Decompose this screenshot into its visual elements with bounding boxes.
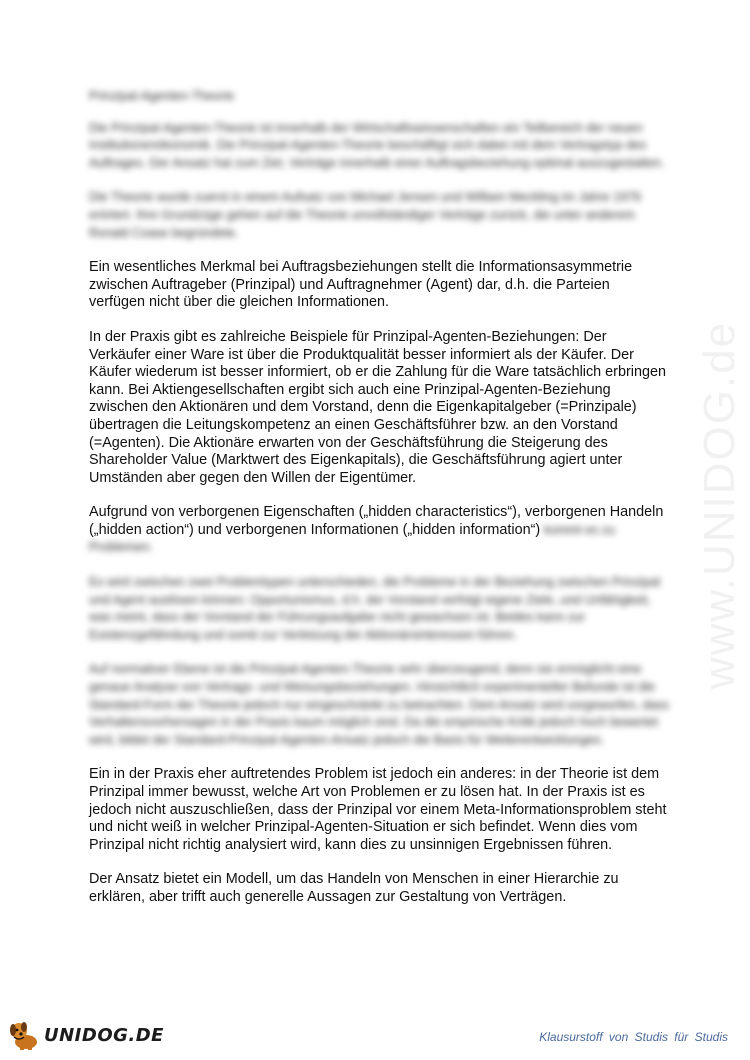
footer-logo bbox=[8, 1016, 164, 1054]
paragraph-5 bbox=[89, 504, 669, 557]
paragraph-4: In der Praxis gibt es zahlreiche Beispiele für Prinzipal-Agenten-Beziehungen: Der Verkäufer einer Ware ist über die Produktqualität besser informiert als der Käufer. Der Käufer wiederum ist besser informiert, ob er die Zahlung für die Ware tatsächlich erbringen kann. Bei Aktiengesellschaften ergibt sich auch eine Prinzipal-Agenten-Beziehung zwischen den Aktionären und dem Vorstand, denn die Eigenkapitalgeber (=Prinzipale) übertragen die Leitungskompetenz an einen Geschäftsführer bzw. an den Vorstand (=Agenten). Die Aktionäre erwarten von der Geschäftsführung die Steigerung des Shareholder Value (Marktwert des Eigenkapitals), die Geschäftsführung agiert unter Umständen aber gegen den Willen der Eigentümer. bbox=[89, 328, 666, 486]
paragraph-5-visible: Aufgrund von verborgenen Eigenschaften („hidden characteristics“), verborgenen Handeln („hidden action“) und verborgenen Informationen („hidden information“) bbox=[89, 504, 664, 538]
watermark bbox=[690, 270, 750, 740]
paragraph-8: Ein in der Praxis eher auftretendes Problem ist jedoch ein anderes: in der Theorie ist dem Prinzipal immer bewusst, welche Art von Problemen er zu lösen hat. In der Praxis ist es jedoch nicht auszuschließen, dass der Prinzipal vor einem Meta-Informationsproblem steht und nicht weiß in welcher Prinzipal-Agenten-Situation er sich befindet. Wenn dies vom Prinzipal nicht richtig analysiert wird, kann dies zu unsinnigen Ergebnissen führen. bbox=[89, 766, 667, 853]
paragraph-5-blurred-tail: kommt es zu Problemen. bbox=[89, 522, 616, 555]
footer-slogan: Klausurstoff von Studis für Studis bbox=[539, 1030, 728, 1044]
paragraph-6-blurred: Es wird zwischen zwei Problemtypen unterschieden, die Probleme in der Beziehung zwischen Prinzipal und Agent auslösen können: Opportunismus, d.h. der Vorstand verfolgt eigene Ziele, und Unfähigkeit, was meint, dass der Vorstand der Führungsaufgabe nicht gewachsen ist. Beides kann zur Existenzgefährdung und somit zur Verletzung der Aktionärsinteressen führen. bbox=[89, 575, 661, 642]
paragraph-9: Der Ansatz bietet ein Modell, um das Handeln von Menschen in einer Hierarchie zu erklären, aber trifft auch generelle Aussagen zur Gestaltung von Verträgen. bbox=[89, 871, 619, 905]
watermark-text: www.UNIDOG.de bbox=[695, 320, 744, 690]
logo-text: UNIDOG.DE bbox=[44, 1024, 164, 1046]
paragraph-2-blurred: Die Theorie wurde zuerst in einem Aufsatz von Michael Jensen und William Meckling im Jahre 1976 erörtert. Ihre Grundzüge gehen auf die Theorie unvollständiger Verträge zurück, die unter anderem Ronald Coase begründete. bbox=[89, 190, 642, 240]
document-body bbox=[89, 88, 669, 924]
paragraph-7-blurred: Auf normativer Ebene ist die Prinzipal-Agenten-Theorie sehr überzeugend, denn sie ermöglicht eine genaue Analyse von Vertrags- und Weisungsbeziehungen. Hinsichtlich experimenteller Befunde ist die Standard-Form der Theorie jedoch nur eingeschränkt zu betrachten. Dem Ansatz wird vorgeworfen, dass Verhaltensvorhersagen in der Praxis kaum möglich sind. Da die empirische Kritik jedoch hoch bewertet wird, bildet der Standard-Prinzipal-Agenten-Ansatz jedoch die Basis für Weiterentwicklungen. bbox=[89, 662, 669, 747]
paragraph-1-blurred: Die Prinzipal-Agenten-Theorie ist innerhalb der Wirtschaftswissenschaften ein Teilbereich der neuen Institutionenökonomik. Die Prinzipal-Agenten-Theorie beschäftigt sich dabei mit dem Vertragstyp des Auftrages. Der Ansatz hat zum Ziel, Verträge innerhalb einer Auftragsbeziehung optimal auszugestalten. bbox=[89, 120, 665, 170]
document-title: Prinzipal-Agenten-Theorie bbox=[89, 89, 235, 103]
paragraph-3: Ein wesentliches Merkmal bei Auftragsbeziehungen stellt die Informationsasymmetrie zwischen Auftrageber (Prinzipal) und Auftragnehmer (Agent) dar, d.h. die Parteien verfügen nicht über die gleichen Informationen. bbox=[89, 259, 633, 311]
dog-icon bbox=[8, 1018, 42, 1052]
